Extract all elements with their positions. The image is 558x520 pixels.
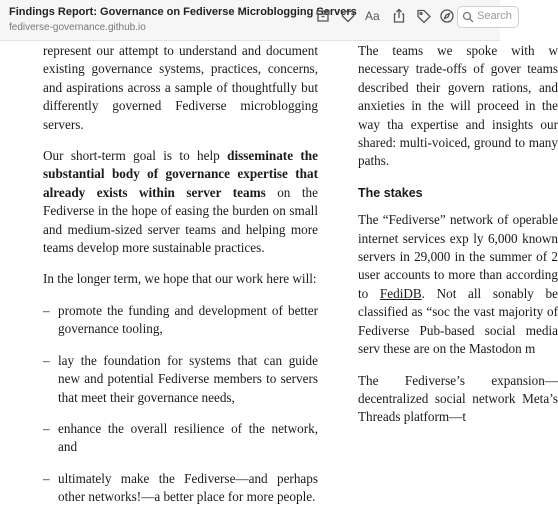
search-placeholder: Search — [477, 10, 512, 22]
text-span: . Not all sonably be classified as “soc the vast majority of Fediverse Pub-based social media serv these are on the Mastodon m — [358, 285, 558, 357]
window-title: Findings Report: Governance on Fediverse Microblogging Servers — [9, 6, 357, 18]
section-heading: The stakes — [358, 185, 423, 200]
paragraph-goal — [43, 147, 318, 257]
list-item: – ultimately make the Fediverse—and perhaps other networks!—a better place for more people. — [43, 470, 318, 507]
reader-content — [0, 40, 558, 505]
text-size-icon[interactable]: Aa — [365, 9, 380, 23]
paragraph: The teams we spoke with w necessary trade-offs of gover teams described their govern rations, and anxieties in the will proceed in the way tha expertise and insights our shared: multi-voiced, ground to many paths. — [358, 43, 558, 169]
compass-icon[interactable] — [439, 8, 455, 24]
heart-icon[interactable] — [340, 8, 356, 24]
bold-text: disseminate the substantial body of governance expertise that already exists within server teams — [43, 148, 318, 200]
share-icon[interactable] — [391, 8, 407, 24]
left-column — [43, 42, 318, 520]
paragraph: The Fediverse’s expansion— decentralized social network Meta’s Threads platform—t — [358, 372, 558, 425]
page-url[interactable]: fediverse-governance.github.io — [9, 22, 146, 33]
list-item: – promote the funding and development of better governance tooling, — [43, 302, 318, 339]
paragraph-stakes — [358, 211, 558, 358]
search-field[interactable] — [457, 6, 519, 28]
fedidb-link[interactable]: FediDB — [379, 285, 422, 301]
goals-list — [43, 302, 318, 507]
archive-icon[interactable] — [315, 8, 331, 24]
list-item: – enhance the overall resilience of the network, and — [43, 420, 318, 457]
paragraph: represent our attempt to understand and document existing governance systems, practices, concerns, and aspirations across a sample of thoughtfully but differently governed Fediverse microblogging servers. — [43, 43, 318, 132]
list-item: – lay the foundation for systems that can guide new and potential Fediverse members to servers that meet their governance needs, — [43, 352, 318, 407]
text-span: on the Fediverse in the hope of easing the burden on small and medium-sized server teams and helping more teams develop more sustainable practices. — [43, 184, 318, 256]
right-column — [358, 42, 558, 440]
text-span: Our short-term goal is to help — [43, 148, 228, 164]
paragraph: In the longer term, we hope that our work here will: — [43, 271, 317, 287]
search-icon — [462, 11, 474, 23]
window-titlebar — [0, 0, 512, 41]
tag-icon[interactable] — [416, 8, 432, 24]
text-span: The “Fediverse” network of operable internet services exp ly 6,000 known servers in 29,000 in the summer of 2 user accounts to more than according to — [358, 212, 558, 301]
